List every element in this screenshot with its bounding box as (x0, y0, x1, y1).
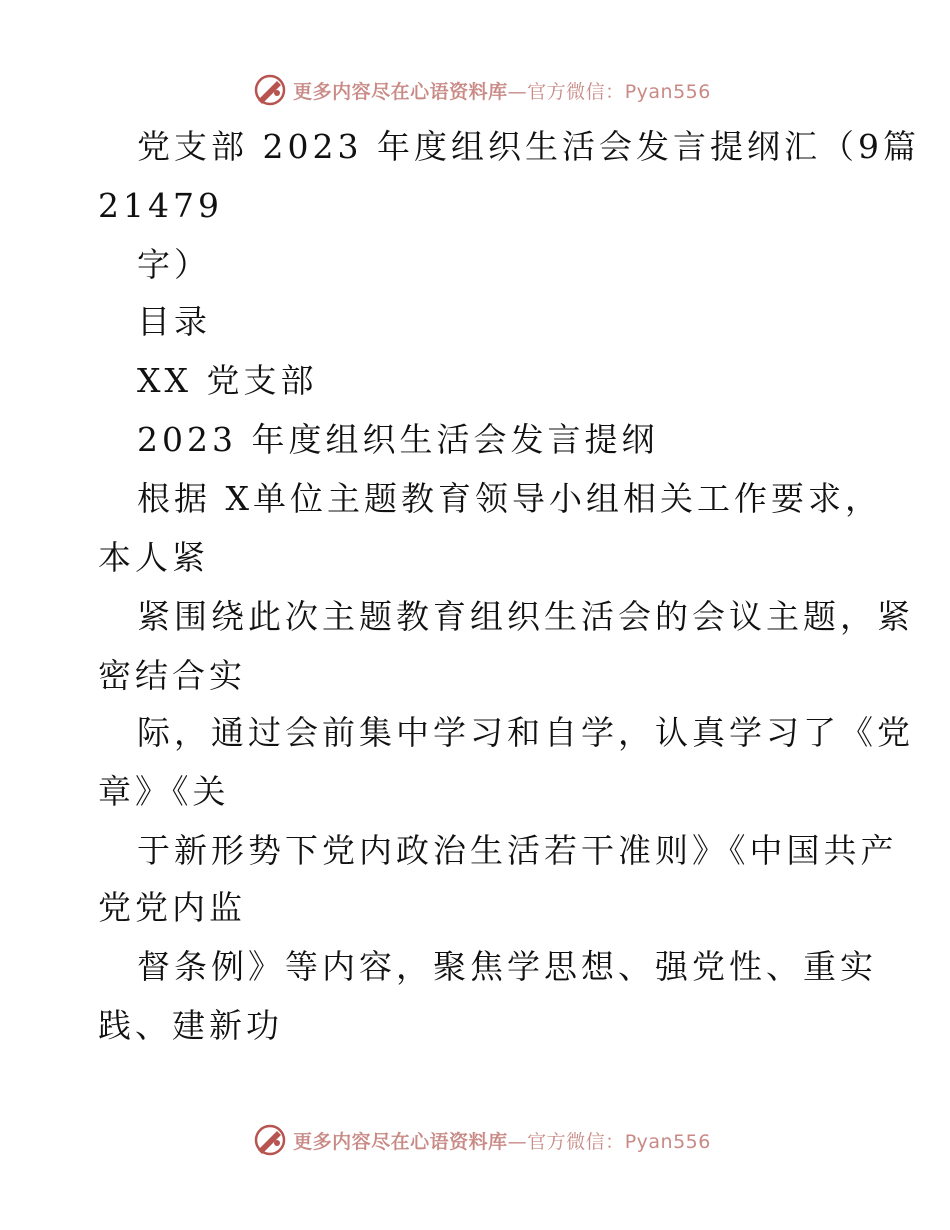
paragraph-line: 根据 X单位主题教育领导小组相关工作要求， (137, 479, 882, 518)
section-heading: XX 党支部 (137, 361, 318, 400)
paragraph-line: 章》《关 (98, 772, 230, 811)
paragraph-line: 践、建新功 (98, 1006, 283, 1045)
paragraph-line: 督条例》等内容，聚焦学思想、强党性、重实 (137, 947, 877, 986)
watermark-site-text: 更多内容尽在心语资料库 (293, 1130, 508, 1153)
watermark-wechat-label: 官方微信： (527, 80, 625, 103)
document-title-line: 21479 (98, 186, 223, 225)
watermark-separator: — (507, 1130, 528, 1153)
watermark-site-text: 更多内容尽在心语资料库 (293, 80, 508, 103)
paragraph-line: 于新形势下党内政治生活若干准则》《中国共产 (137, 831, 898, 870)
document-title-line: 字） (137, 245, 211, 284)
paragraph-line: 党党内监 (98, 888, 246, 927)
paragraph-line: 紧围绕此次主题教育组织生活会的会议主题，紧 (137, 597, 914, 636)
paragraph-line: 际，通过会前集中学习和自学，认真学习了《党 (137, 713, 914, 752)
watermark-wechat-id: Pyan556 (624, 1130, 711, 1153)
section-heading: 2023 年度组织生活会发言提纲 (137, 420, 659, 459)
watermark-wechat-label: 官方微信： (527, 1130, 625, 1153)
watermark-separator: — (507, 80, 528, 103)
watermark-wechat-id: Pyan556 (624, 80, 711, 103)
paragraph-line: 本人紧 (98, 538, 209, 577)
paragraph-line: 密结合实 (98, 656, 246, 695)
document-title-line: 党支部 2023 年度组织生活会发言提纲汇（9篇 (137, 127, 920, 166)
pen-logo-icon (253, 1123, 287, 1157)
footer-watermark (0, 1120, 950, 1160)
toc-heading: 目录 (137, 302, 211, 341)
